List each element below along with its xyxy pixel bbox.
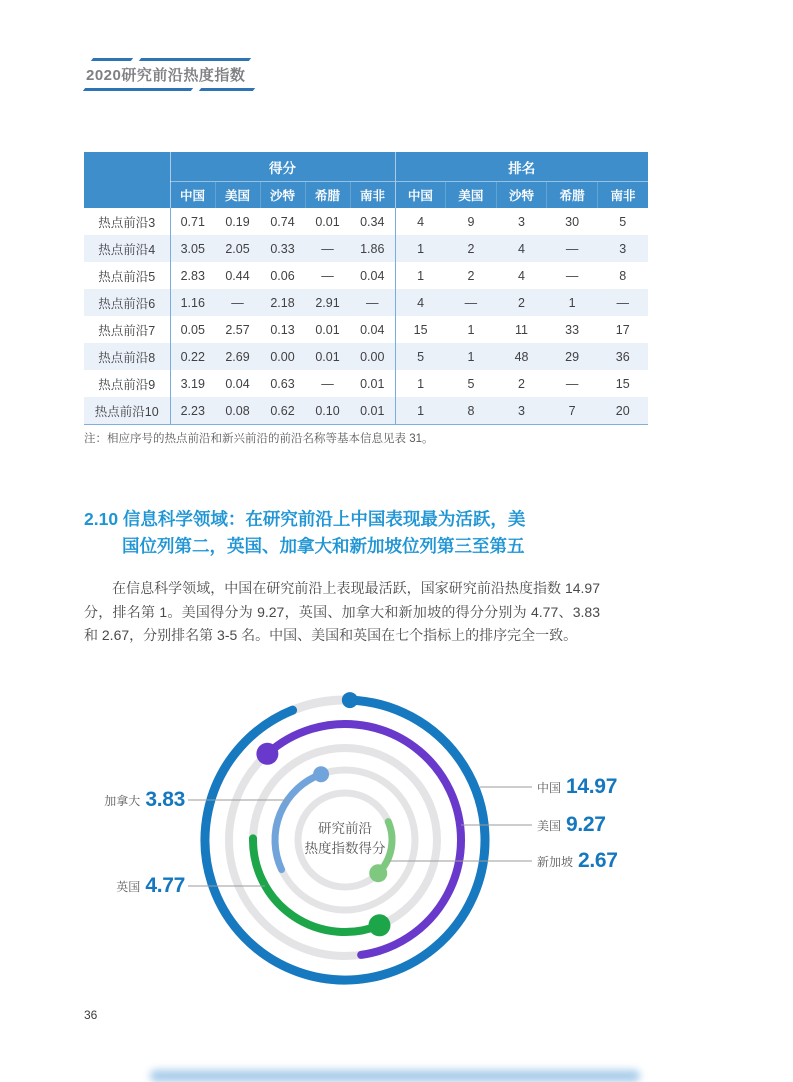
rank-cell: 2 <box>446 235 497 262</box>
rank-cell: — <box>565 376 579 391</box>
score-cell: 0.04 <box>360 322 385 337</box>
rank-cell: 2 <box>467 268 475 283</box>
score-cell: — <box>305 235 350 262</box>
table-row <box>84 289 648 316</box>
rank-cell: 3 <box>496 397 547 425</box>
rank-cell: 4 <box>395 289 446 316</box>
chart-label <box>116 874 185 898</box>
rank-cell: — <box>547 235 598 262</box>
rank-cell: 1 <box>446 343 497 370</box>
logo-stripe <box>139 58 251 61</box>
rank-cell: — <box>446 289 497 316</box>
section-heading-line: 国位列第二，英国、加拿大和新加坡位列第三至第五 <box>122 536 525 556</box>
chart-label-value: 3.83 <box>145 788 185 811</box>
score-cell: 2.23 <box>170 397 215 425</box>
rank-cell: 1 <box>395 262 446 289</box>
score-cell: 2.91 <box>305 289 350 316</box>
arc-end-dot <box>256 743 278 765</box>
table-row <box>84 370 648 397</box>
score-cell: 0.00 <box>350 343 395 370</box>
rank-cell: 11 <box>515 322 528 337</box>
score-cell: 0.44 <box>225 268 250 283</box>
score-country-header: 南非 <box>350 182 395 209</box>
score-cell: 0.05 <box>170 316 215 343</box>
score-cell: 2.18 <box>260 289 305 316</box>
section-heading-line: 2.10 信息科学领域：在研究前沿上中国表现最为活跃，美 <box>84 509 526 529</box>
rank-cell: 4 <box>518 268 525 283</box>
rank-cell: 5 <box>619 214 627 229</box>
score-cell: 0.74 <box>270 214 295 229</box>
row-label: 热点前沿10 <box>84 397 170 425</box>
rank-cell: 3 <box>518 214 525 229</box>
rank-cell: — <box>565 268 579 283</box>
rank-cell: — <box>597 289 648 316</box>
table-body <box>84 208 648 425</box>
rank-country-header: 南非 <box>597 182 648 209</box>
score-cell: 0.10 <box>305 397 350 425</box>
score-cell: 2.57 <box>225 322 250 337</box>
rank-cell: 29 <box>547 343 598 370</box>
score-cell: 3.05 <box>170 235 215 262</box>
row-label: 热点前沿9 <box>98 377 156 392</box>
score-cell: 2.69 <box>215 343 260 370</box>
rank-country-header: 希腊 <box>547 182 598 209</box>
rank-cell: 15 <box>615 376 630 391</box>
chart-label <box>537 775 617 799</box>
rank-cell: 9 <box>467 214 475 229</box>
rank-cell: 2 <box>518 376 525 391</box>
arc-end-dot <box>313 766 329 782</box>
row-label: 热点前沿7 <box>98 323 156 338</box>
score-cell: 0.33 <box>260 235 305 262</box>
chart-label-country: 新加坡 <box>537 854 574 869</box>
rank-cell: 5 <box>467 376 475 391</box>
score-cell: 0.06 <box>270 268 295 283</box>
rank-cell: 1 <box>467 322 475 337</box>
chart-label <box>537 849 618 873</box>
rank-cell: 8 <box>446 397 497 425</box>
score-cell: 0.08 <box>215 397 260 425</box>
chart <box>0 670 793 1010</box>
score-cell: — <box>350 289 395 316</box>
logo-stripe <box>83 88 193 91</box>
chart-label <box>104 788 185 812</box>
rank-cell: 36 <box>597 343 648 370</box>
rank-cell: 4 <box>496 235 547 262</box>
rank-cell: 1 <box>395 370 446 397</box>
chart-label-value: 14.97 <box>566 775 618 798</box>
rank-cell: 5 <box>395 343 446 370</box>
table-row <box>84 316 648 343</box>
rank-cell: 1 <box>547 289 598 316</box>
chart-svg <box>0 670 793 1010</box>
score-cell: 0.62 <box>260 397 305 425</box>
score-cell: 0.71 <box>170 208 215 235</box>
chart-label-value: 2.67 <box>578 849 618 872</box>
score-cell: 0.01 <box>350 397 395 425</box>
score-cell: 2.05 <box>215 235 260 262</box>
rank-cell: 3 <box>597 235 648 262</box>
score-country-header: 沙特 <box>260 182 305 209</box>
score-cell: 0.01 <box>315 214 340 229</box>
rank-group-header: 排名 <box>395 152 648 182</box>
score-cell: 1.86 <box>350 235 395 262</box>
row-label: 热点前沿8 <box>84 343 170 370</box>
rank-cell: 1 <box>395 397 446 425</box>
rank-cell: 48 <box>496 343 547 370</box>
report-logo <box>84 58 264 92</box>
logo-stripe <box>91 58 133 61</box>
table-group-header-row <box>84 152 648 182</box>
page-number: 36 <box>84 1008 98 1022</box>
row-label: 热点前沿6 <box>84 289 170 316</box>
table-corner-cell <box>84 152 170 208</box>
rank-cell: 20 <box>597 397 648 425</box>
chart-label-value: 4.77 <box>145 874 185 897</box>
rank-cell: 33 <box>565 322 580 337</box>
rank-cell: 2 <box>496 289 547 316</box>
chart-label-country: 美国 <box>537 818 562 833</box>
score-cell: — <box>321 376 334 391</box>
chart-center-label: 研究前沿 <box>318 821 372 836</box>
table-row <box>84 343 648 370</box>
chart-center-label: 热度指数得分 <box>304 841 386 856</box>
rank-country-header: 美国 <box>446 182 497 209</box>
chart-label-country: 英国 <box>116 879 141 894</box>
logo-stripe <box>199 88 255 91</box>
score-country-header: 中国 <box>170 182 215 209</box>
table-row <box>84 397 648 425</box>
score-country-header: 希腊 <box>305 182 350 209</box>
score-cell: — <box>215 289 260 316</box>
arc-end-dot <box>368 914 390 936</box>
score-cell: 0.63 <box>270 376 295 391</box>
table-row <box>84 262 648 289</box>
score-cell: 0.22 <box>170 343 215 370</box>
score-cell: 2.83 <box>170 262 215 289</box>
score-cell: 0.01 <box>360 376 385 391</box>
rank-cell: 30 <box>565 214 580 229</box>
score-cell: 1.16 <box>170 289 215 316</box>
rank-cell: 4 <box>395 208 446 235</box>
score-cell: 0.19 <box>225 214 250 229</box>
table-row <box>84 208 648 235</box>
score-cell: 3.19 <box>170 370 215 397</box>
score-cell: 0.01 <box>315 322 340 337</box>
score-cell: 0.34 <box>360 214 385 229</box>
rank-country-header: 沙特 <box>496 182 547 209</box>
page-bottom-decoration <box>150 1070 640 1082</box>
section-heading <box>84 506 604 560</box>
rank-cell: 8 <box>619 268 627 283</box>
score-cell: 0.01 <box>305 343 350 370</box>
chart-label-country: 中国 <box>537 780 562 795</box>
chart-label-value: 9.27 <box>566 813 606 836</box>
arc-end-dot <box>342 692 358 708</box>
score-group-header: 得分 <box>170 152 395 182</box>
rank-cell: 7 <box>547 397 598 425</box>
scores-ranks-table <box>84 152 648 425</box>
chart-label-country: 加拿大 <box>104 793 141 808</box>
table-row <box>84 235 648 262</box>
rank-country-header: 中国 <box>395 182 446 209</box>
body-paragraph: 在信息科学领域，中国在研究前沿上表现最活跃，国家研究前沿热度指数 14.97 分，排名第 1。美国得分为 9.27，英国、加拿大和新加坡的得分分别为 4.77、3.83 和 2.67，分别排名第 3-5 名。中国、美国和英国在七个指标上的排序完全一致。 <box>84 580 600 643</box>
row-label: 热点前沿4 <box>84 235 170 262</box>
chart-label <box>537 813 606 837</box>
score-cell: 0.00 <box>260 343 305 370</box>
arc-end-dot <box>369 864 387 882</box>
rank-cell: 17 <box>615 322 630 337</box>
rank-cell: 1 <box>395 235 446 262</box>
table-note: 注：相应序号的热点前沿和新兴前沿的前沿名称等基本信息见表 31。 <box>84 433 434 445</box>
score-cell: 0.04 <box>225 376 250 391</box>
score-cell: — <box>321 268 334 283</box>
score-cell: 0.13 <box>270 322 295 337</box>
row-label: 热点前沿5 <box>98 269 156 284</box>
score-country-header: 美国 <box>215 182 260 209</box>
rank-cell: 15 <box>395 316 446 343</box>
score-cell: 0.04 <box>360 268 385 283</box>
logo-title: 2020研究前沿热度指数 <box>86 67 246 84</box>
row-label: 热点前沿3 <box>98 215 156 230</box>
